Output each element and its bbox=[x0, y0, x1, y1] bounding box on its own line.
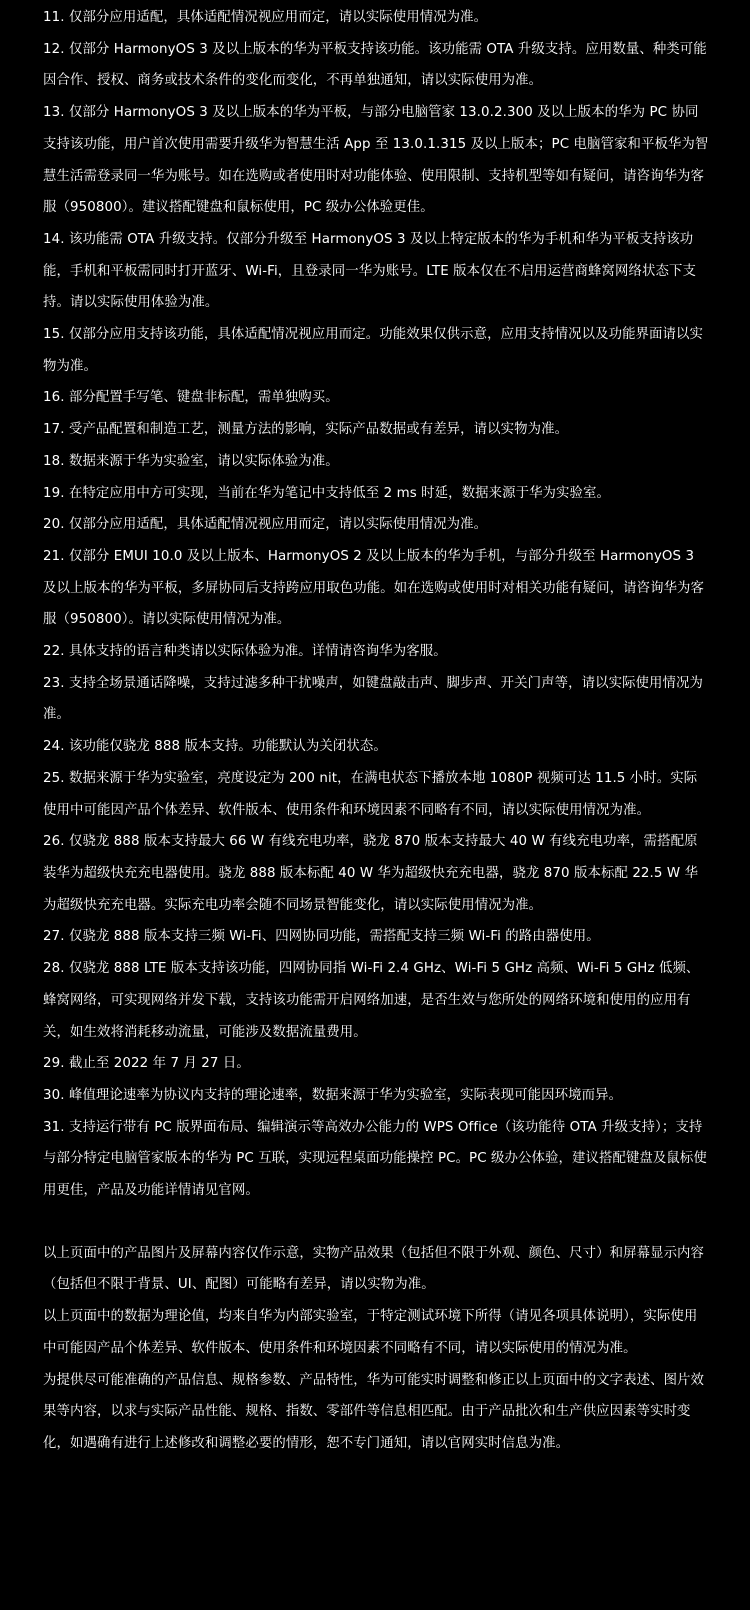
disclaimer-section bbox=[43, 1238, 709, 1460]
footnote-18: 18. 数据来源于华为实验室，请以实际体验为准。 bbox=[43, 453, 339, 469]
footnote-17: 17. 受产品配置和制造工艺，测量方法的影响，实际产品数据或有差异，请以实物为准。 bbox=[43, 422, 569, 438]
footnote-30: 30. 峰值理论速率为协议内支持的理论速率，数据来源于华为实验室，实际表现可能因环境而异。 bbox=[43, 1087, 623, 1103]
footnote-15: 15. 仅部分应用支持该功能，具体适配情况视应用而定。功能效果仅供示意，应用支持情况以及功能界面请以实物为准。 bbox=[43, 327, 704, 374]
footnote-16: 16. 部分配置手写笔、键盘非标配，需单独购买。 bbox=[43, 390, 339, 406]
footnotes-page bbox=[43, 2, 709, 1460]
footnote-25: 25. 数据来源于华为实验室，亮度设定为 200 nit，在满电状态下播放本地 1080P 视频可达 11.5 小时。实际使用中可能因产品个体差异、软件版本、使用条件和环境因素不同略有不同，请以实际使用情况为准。 bbox=[43, 770, 698, 818]
disclaimer-updates: 为提供尽可能准确的产品信息、规格参数、产品特性，华为可能实时调整和修正以上页面中的文字表述、图片效果等内容，以求与实际产品性能、规格、指数、零部件等信息相匹配。由于产品批次和生产供应因素等实时变化，如遇确有进行上述修改和调整必要的情形，恕不专门通知，请以官网实时信息为准。 bbox=[43, 1372, 705, 1451]
footnote-24: 24. 该功能仅骁龙 888 版本支持。功能默认为关闭状态。 bbox=[43, 739, 387, 755]
footnote-31: 31. 支持运行带有 PC 版界面布局、编辑演示等高效办公能力的 WPS Office（该功能待 OTA 升级支持）；支持与部分特定电脑管家版本的华为 PC 互联，实现远程桌面功能操控 PC。PC 级办公体验，建议搭配键盘及鼠标使用更佳，产品及功能详情请见官网。 bbox=[43, 1119, 707, 1199]
footnote-26: 26. 仅骁龙 888 版本支持最大 66 W 有线充电功率，骁龙 870 版本支持最大 40 W 有线充电功率，需搭配原装华为超级快充充电器使用。骁龙 888 版本标配 40 W 华为超级快充充电器，骁龙 870 版本标配 22.5 W 华为超级快充充电器。实际充电功率会随不同场景智能变化，请以实际使用情况为准。 bbox=[43, 834, 699, 913]
footnote-21: 21. 仅部分 EMUI 10.0 及以上版本、HarmonyOS 2 及以上版本的华为手机，与部分升级至 HarmonyOS 3 及以上版本的华为平板，多屏协同后支持跨应用取色功能。如在选购或使用时对相关功能有疑问，请咨询华为客服（950800）。请以实际使用情况为准。 bbox=[43, 548, 705, 628]
disclaimer-data: 以上页面中的数据为理论值，均来自华为内部实验室，于特定测试环境下所得（请见各项具体说明），实际使用中可能因产品个体差异、软件版本、使用条件和环境因素不同略有不同，请以实际使用的情况为准。 bbox=[43, 1309, 698, 1356]
footnote-14: 14. 该功能需 OTA 升级支持。仅部分升级至 HarmonyOS 3 及以上特定版本的华为手机和华为平板支持该功能，手机和平板需同时打开蓝牙、Wi-Fi，且登录同一华为账号。LTE 版本仅在不启用运营商蜂窝网络状态下支持。请以实际使用体验为准。 bbox=[43, 231, 696, 311]
footnote-27: 27. 仅骁龙 888 版本支持三频 Wi-Fi、四网协同功能，需搭配支持三频 Wi-Fi 的路由器使用。 bbox=[43, 929, 600, 945]
footnote-13: 13. 仅部分 HarmonyOS 3 及以上版本的华为平板，与部分电脑管家 13.0.2.300 及以上版本的华为 PC 协同支持该功能，用户首次使用需要升级华为智慧生活 App 至 13.0.1.315 及以上版本；PC 电脑管家和平板华为智慧生活需登录同一华为账号。如在选购或者使用时对功能体验、使用限制、支持机型等如有疑问，请咨询华为客服（950800）。建议搭配键盘和鼠标使用，PC 级办公体验更佳。 bbox=[43, 105, 709, 216]
footnote-29: 29. 截止至 2022 年 7 月 27 日。 bbox=[43, 1056, 250, 1072]
footnote-20: 20. 仅部分应用适配，具体适配情况视应用而定，请以实际使用情况为准。 bbox=[43, 517, 488, 533]
footnote-11: 11. 仅部分应用适配，具体适配情况视应用而定，请以实际使用情况为准。 bbox=[43, 10, 488, 25]
footnote-28: 28. 仅骁龙 888 LTE 版本支持该功能，四网协同指 Wi-Fi 2.4 GHz、Wi-Fi 5 GHz 高频、Wi-Fi 5 GHz 低频、蜂窝网络，可实现网络并发下载，支持该功能需开启网络加速，是否生效与您所处的网络环境和使用的应用有关，如生效将消耗移动流量，可能涉及数据流量费用。 bbox=[43, 961, 700, 1040]
footnote-23: 23. 支持全场景通话降噪，支持过滤多种干扰噪声，如键盘敲击声、脚步声、开关门声等，请以实际使用情况为准。 bbox=[43, 675, 704, 723]
footnote-12: 12. 仅部分 HarmonyOS 3 及以上版本的华为平板支持该功能。该功能需 OTA 升级支持。应用数量、种类可能因合作、授权、商务或技术条件的变化而变化，不再单独通知，请以实际使用为准。 bbox=[43, 41, 707, 89]
footnotes-list bbox=[43, 2, 709, 1207]
footnote-22: 22. 具体支持的语言种类请以实际体验为准。详情请咨询华为客服。 bbox=[43, 644, 447, 660]
disclaimer-images: 以上页面中的产品图片及屏幕内容仅作示意，实物产品效果（包括但不限于外观、颜色、尺寸）和屏幕显示内容（包括但不限于背景、UI、配图）可能略有差异，请以实物为准。 bbox=[43, 1245, 705, 1293]
section-spacer bbox=[43, 1207, 709, 1238]
footnote-19: 19. 在特定应用中方可实现，当前在华为笔记中支持低至 2 ms 时延，数据来源于华为实验室。 bbox=[43, 485, 611, 501]
